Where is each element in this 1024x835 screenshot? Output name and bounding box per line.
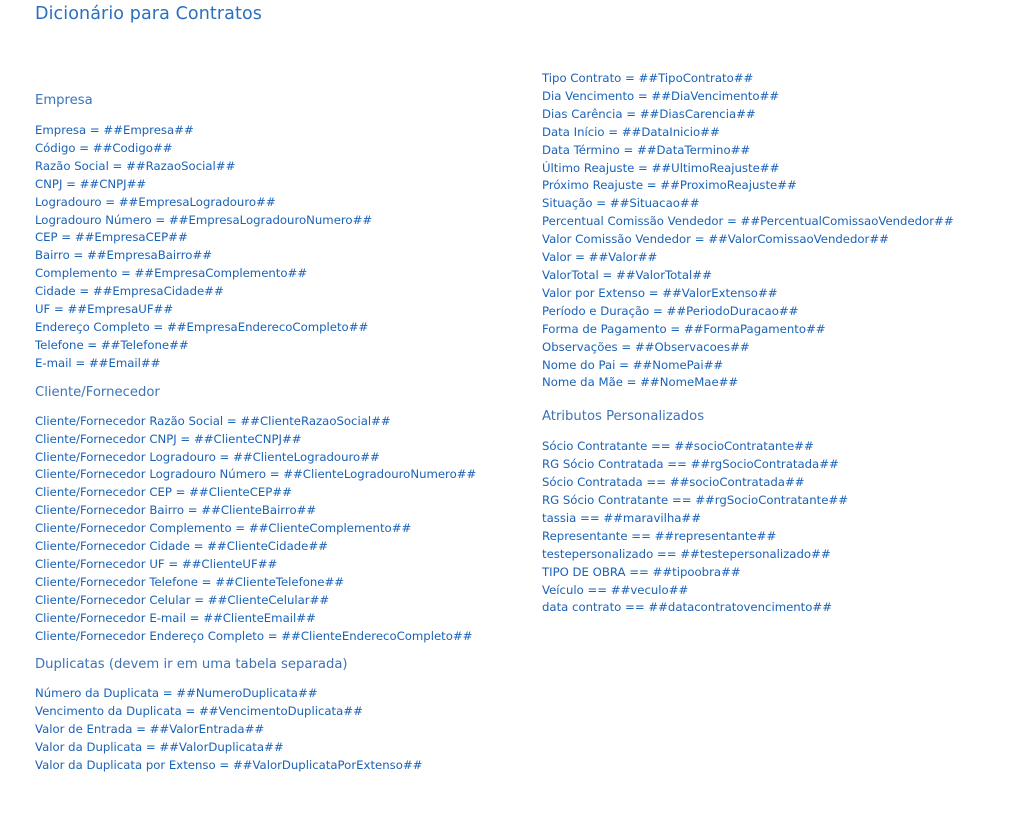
dictionary-entry-cliente: Cliente/Fornecedor Endereço Completo = ##ClienteEnderecoCompleto## bbox=[35, 628, 473, 643]
section-duplicatas bbox=[35, 656, 515, 775]
dictionary-entry-cliente: Cliente/Fornecedor CEP = ##ClienteCEP## bbox=[35, 485, 292, 500]
dictionary-entry-empresa: Complemento = ##EmpresaComplemento## bbox=[35, 266, 308, 281]
dictionary-entry-empresa: Código = ##Codigo## bbox=[35, 140, 173, 155]
dictionary-entry-contrato: Situação = ##Situacao## bbox=[542, 196, 700, 211]
dictionary-entry-contrato: Forma de Pagamento = ##FormaPagamento## bbox=[542, 321, 826, 336]
dictionary-entry-cliente: Cliente/Fornecedor Logradouro Número = ##ClienteLogradouroNumero## bbox=[35, 467, 477, 482]
dictionary-entry-cliente: Cliente/Fornecedor CNPJ = ##ClienteCNPJ## bbox=[35, 431, 302, 446]
dictionary-entry-empresa: Razão Social = ##RazaoSocial## bbox=[35, 158, 236, 173]
dictionary-entry-empresa: Cidade = ##EmpresaCidade## bbox=[35, 284, 224, 299]
dictionary-entry-contrato: ValorTotal = ##ValorTotal## bbox=[542, 267, 712, 282]
dictionary-entry-contrato: Nome do Pai = ##NomePai## bbox=[542, 357, 724, 372]
dictionary-entry-empresa: Endereço Completo = ##EmpresaEnderecoCompleto## bbox=[35, 319, 369, 334]
dictionary-entry-contrato: Nome da Mãe = ##NomeMae## bbox=[542, 375, 739, 390]
dictionary-entry-atributo: Veículo == ##veculo## bbox=[542, 582, 689, 597]
dictionary-entry-atributo: Representante == ##representante## bbox=[542, 528, 777, 543]
dictionary-entry-contrato: Data Início = ##DataInicio## bbox=[542, 124, 720, 139]
dictionary-entry-atributo: tassia == ##maravilha## bbox=[542, 510, 702, 525]
dictionary-entry-empresa: Logradouro Número = ##EmpresaLogradouroNumero## bbox=[35, 212, 373, 227]
dictionary-entry-duplicata: Vencimento da Duplicata = ##VencimentoDuplicata## bbox=[35, 704, 363, 719]
dictionary-entry-empresa: E-mail = ##Email## bbox=[35, 355, 161, 370]
dictionary-entry-cliente: Cliente/Fornecedor Bairro = ##ClienteBairro## bbox=[35, 503, 317, 518]
section-contrato bbox=[542, 70, 1022, 392]
dictionary-entry-cliente: Cliente/Fornecedor Complemento = ##ClienteComplemento## bbox=[35, 521, 412, 536]
dictionary-entry-contrato: Data Término = ##DataTermino## bbox=[542, 142, 751, 157]
dictionary-entry-atributo: TIPO DE OBRA == ##tipoobra## bbox=[542, 564, 741, 579]
empresa-list bbox=[35, 122, 515, 373]
dictionary-entry-contrato: Observações = ##Observacoes## bbox=[542, 339, 750, 354]
dictionary-entry-empresa: Bairro = ##EmpresaBairro## bbox=[35, 248, 213, 263]
dictionary-entry-atributo: Sócio Contratada == ##socioContratada## bbox=[542, 475, 805, 490]
dictionary-entry-cliente: Cliente/Fornecedor Telefone = ##ClienteTelefone## bbox=[35, 574, 345, 589]
dictionary-entry-cliente: Cliente/Fornecedor E-mail = ##ClienteEmail## bbox=[35, 610, 316, 625]
dictionary-entry-contrato: Tipo Contrato = ##TipoContrato## bbox=[542, 71, 754, 85]
atributos-personalizados-list bbox=[542, 438, 1022, 617]
section-heading-duplicatas: Duplicatas (devem ir em uma tabela separada) bbox=[35, 657, 348, 673]
dictionary-entry-contrato: Valor por Extenso = ##ValorExtenso## bbox=[542, 285, 778, 300]
dictionary-entry-cliente: Cliente/Fornecedor Celular = ##ClienteCelular## bbox=[35, 592, 330, 607]
duplicatas-list bbox=[35, 685, 515, 775]
dictionary-entry-empresa: Empresa = ##Empresa## bbox=[35, 123, 194, 137]
dictionary-entry-duplicata: Valor da Duplicata por Extenso = ##ValorDuplicataPorExtenso## bbox=[35, 758, 423, 773]
dictionary-entry-contrato: Valor Comissão Vendedor = ##ValorComissaoVendedor## bbox=[542, 232, 889, 247]
dictionary-entry-empresa: CEP = ##EmpresaCEP## bbox=[35, 230, 188, 245]
dictionary-entry-duplicata: Valor de Entrada = ##ValorEntrada## bbox=[35, 722, 265, 737]
dictionary-entry-duplicata: Valor da Duplicata = ##ValorDuplicata## bbox=[35, 740, 284, 755]
dictionary-entry-contrato: Dia Vencimento = ##DiaVencimento## bbox=[542, 88, 780, 103]
left-column bbox=[35, 92, 515, 775]
dictionary-entry-atributo: RG Sócio Contratada == ##rgSocioContratada## bbox=[542, 457, 839, 472]
dictionary-entry-empresa: Logradouro = ##EmpresaLogradouro## bbox=[35, 194, 276, 209]
dictionary-entry-cliente: Cliente/Fornecedor UF = ##ClienteUF## bbox=[35, 556, 278, 571]
dictionary-entry-atributo: testepersonalizado == ##testepersonalizado## bbox=[542, 546, 831, 561]
section-empresa bbox=[35, 92, 515, 373]
dictionary-entry-atributo: Sócio Contratante == ##socioContratante## bbox=[542, 439, 814, 454]
dictionary-entry-cliente: Cliente/Fornecedor Logradouro = ##ClienteLogradouro## bbox=[35, 449, 380, 464]
dictionary-entry-contrato: Dias Carência = ##DiasCarencia## bbox=[542, 106, 756, 121]
dictionary-entry-contrato: Percentual Comissão Vendedor = ##PercentualComissaoVendedor## bbox=[542, 214, 954, 229]
page-title: Dicionário para Contratos bbox=[35, 4, 262, 24]
dictionary-entry-empresa: CNPJ = ##CNPJ## bbox=[35, 176, 147, 191]
dictionary-entry-empresa: Telefone = ##Telefone## bbox=[35, 337, 189, 352]
dictionary-entry-empresa: UF = ##EmpresaUF## bbox=[35, 302, 174, 317]
section-heading-atributos-personalizados: Atributos Personalizados bbox=[542, 409, 705, 425]
dictionary-entry-contrato: Próximo Reajuste = ##ProximoReajuste## bbox=[542, 178, 797, 193]
dictionary-entry-contrato: Último Reajuste = ##UltimoReajuste## bbox=[542, 160, 780, 175]
right-column bbox=[542, 70, 1022, 617]
section-cliente-fornecedor bbox=[35, 384, 515, 646]
dictionary-entry-duplicata: Número da Duplicata = ##NumeroDuplicata## bbox=[35, 686, 318, 701]
dictionary-entry-contrato: Período e Duração = ##PeriodoDuracao## bbox=[542, 303, 799, 318]
section-heading-empresa: Empresa bbox=[35, 93, 93, 108]
dictionary-entry-atributo: RG Sócio Contratante == ##rgSocioContratante## bbox=[542, 493, 848, 508]
dictionary-entry-cliente: Cliente/Fornecedor Razão Social = ##ClienteRazaoSocial## bbox=[35, 413, 391, 428]
section-atributos-personalizados bbox=[542, 408, 1022, 617]
dictionary-entry-cliente: Cliente/Fornecedor Cidade = ##ClienteCidade## bbox=[35, 539, 328, 554]
dictionary-entry-contrato: Valor = ##Valor## bbox=[542, 250, 658, 265]
section-heading-cliente-fornecedor: Cliente/Fornecedor bbox=[35, 384, 160, 400]
cliente-fornecedor-list bbox=[35, 413, 515, 646]
contrato-list bbox=[542, 70, 1022, 392]
dictionary-entry-atributo: data contrato == ##datacontratovencimento## bbox=[542, 600, 832, 615]
